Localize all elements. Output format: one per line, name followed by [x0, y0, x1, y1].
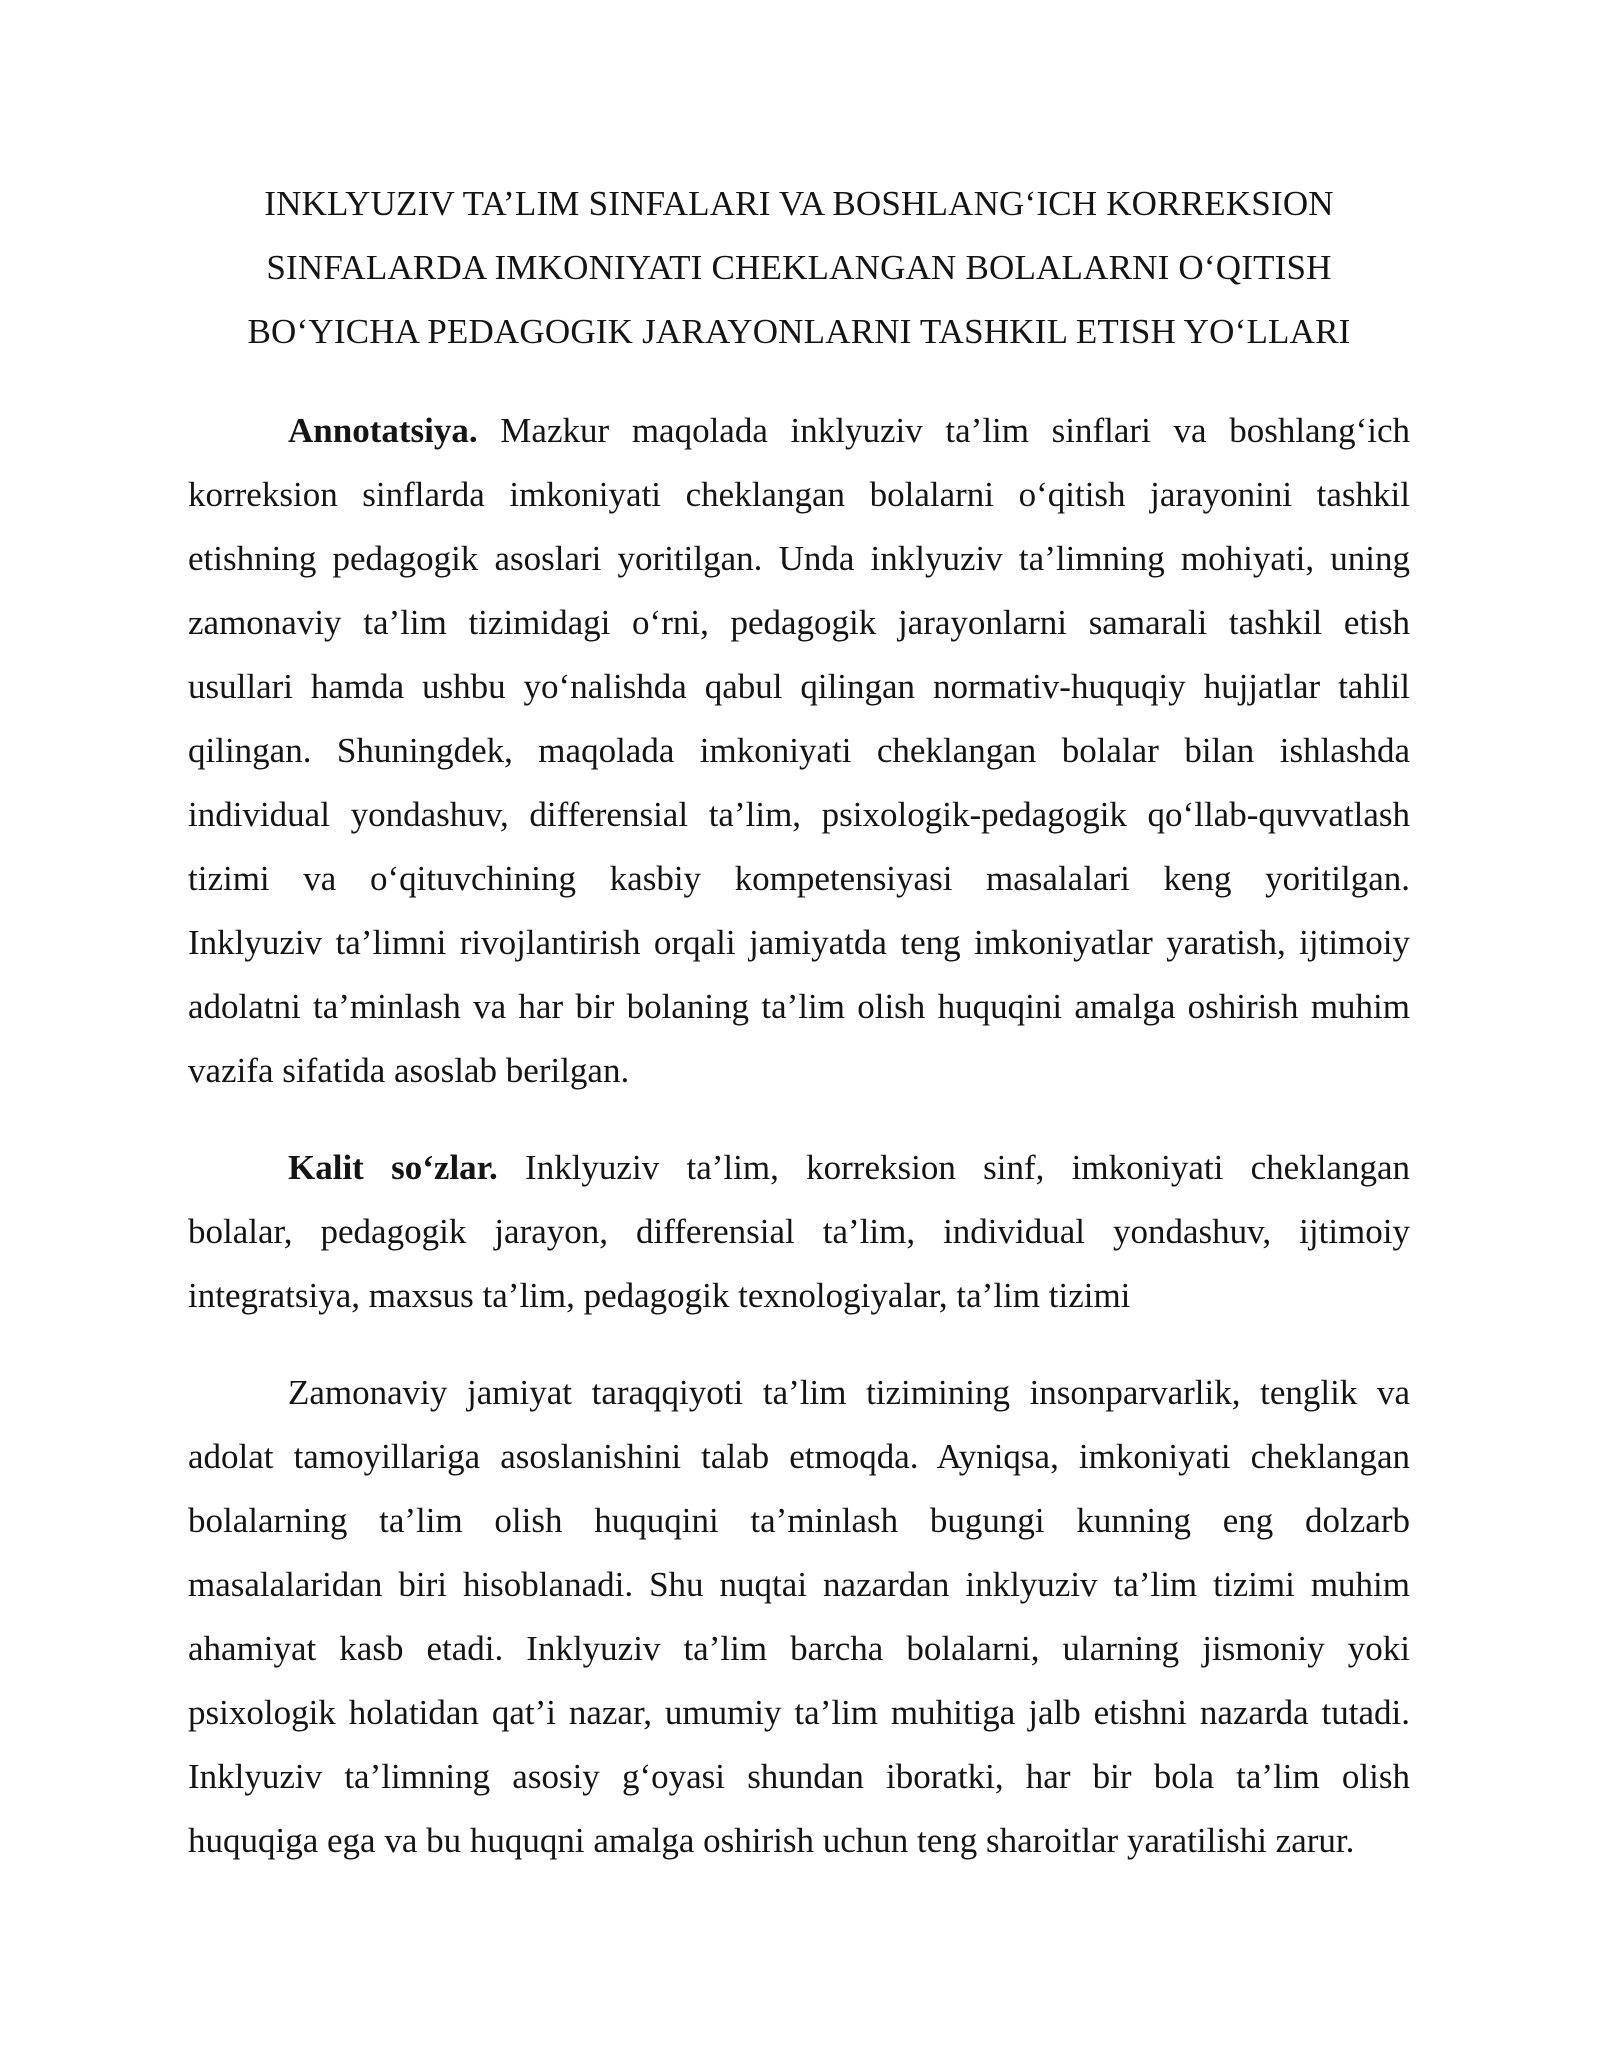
text-line: vazifa sifatida asoslab berilgan.	[188, 1051, 630, 1090]
text-line: qilingan. Shuningdek, maqolada imkoniyati cheklangan bolalar bilan ishlashda	[188, 731, 1410, 770]
text-line: Inklyuziv ta’limning asosiy g‘oyasi shundan iboratki, har bir bola ta’lim olish	[188, 1757, 1410, 1796]
document-title	[188, 172, 1410, 364]
text-line: adolatni ta’minlash va har bir bolaning ta’lim olish huquqini amalga oshirish muhim	[188, 987, 1410, 1026]
bold-lead: Kalit so‘zlar.	[288, 1148, 498, 1187]
text-line: huquqiga ega va bu huquqni amalga oshirish uchun teng sharoitlar yaratilishi zarur.	[188, 1821, 1355, 1860]
text-line: usullari hamda ushbu yo‘nalishda qabul qilingan normativ-huquqiy hujjatlar tahlil	[188, 667, 1410, 706]
text-line: integratsiya, maxsus ta’lim, pedagogik texnologiyalar, ta’lim tizimi	[188, 1276, 1131, 1315]
paragraph	[188, 1361, 1410, 1873]
text-line: Annotatsiya. Mazkur maqolada inklyuziv ta’lim sinflari va boshlang‘ich	[288, 411, 1410, 450]
text-line: masalalaridan biri hisoblanadi. Shu nuqtai nazardan inklyuziv ta’lim tizimi muhim	[188, 1565, 1410, 1604]
text-line: zamonaviy ta’lim tizimidagi o‘rni, pedagogik jarayonlarni samarali tashkil etish	[188, 603, 1410, 642]
document-body	[188, 399, 1410, 1873]
text-line: bolalar, pedagogik jarayon, differensial ta’lim, individual yondashuv, ijtimoiy	[188, 1212, 1410, 1251]
paragraph	[188, 1136, 1410, 1328]
text-line: etishning pedagogik asoslari yoritilgan. Unda inklyuziv ta’limning mohiyati, uning	[188, 539, 1410, 578]
text-line: adolat tamoyillariga asoslanishini talab etmoqda. Ayniqsa, imkoniyati cheklangan	[188, 1437, 1410, 1476]
text-line: Zamonaviy jamiyat taraqqiyoti ta’lim tizimining insonparvarlik, tenglik va	[288, 1373, 1410, 1412]
text-line: Inklyuziv ta’limni rivojlantirish orqali jamiyatda teng imkoniyatlar yaratish, ijtimoiy	[188, 923, 1410, 962]
title-line: INKLYUZIV TA’LIM SINFALARI VA BOSHLANG‘ICH KORREKSION	[264, 184, 1334, 223]
text-line: bolalarning ta’lim olish huquqini ta’minlash bugungi kunning eng dolzarb	[188, 1501, 1410, 1540]
text-line: ahamiyat kasb etadi. Inklyuziv ta’lim barcha bolalarni, ularning jismoniy yoki	[188, 1629, 1410, 1668]
text-line: individual yondashuv, differensial ta’lim, psixologik-pedagogik qo‘llab-quvvatlash	[188, 795, 1410, 834]
text-line: Kalit so‘zlar. Inklyuziv ta’lim, korreksion sinf, imkoniyati cheklangan	[288, 1148, 1411, 1187]
paragraph	[188, 399, 1410, 1103]
text-line: psixologik holatidan qat’i nazar, umumiy ta’lim muhitiga jalb etishni nazarda tutadi.	[188, 1693, 1410, 1732]
title-line: BO‘YICHA PEDAGOGIK JARAYONLARNI TASHKIL ETISH YO‘LLARI	[247, 312, 1351, 351]
text-line: tizimi va o‘qituvchining kasbiy kompetensiyasi masalalari keng yoritilgan.	[188, 859, 1410, 898]
title-line: SINFALARDA IMKONIYATI CHEKLANGAN BOLALARNI O‘QITISH	[266, 248, 1332, 287]
text-line: korreksion sinflarda imkoniyati cheklangan bolalarni o‘qitish jarayonini tashkil	[188, 475, 1410, 514]
bold-lead: Annotatsiya.	[288, 411, 478, 450]
